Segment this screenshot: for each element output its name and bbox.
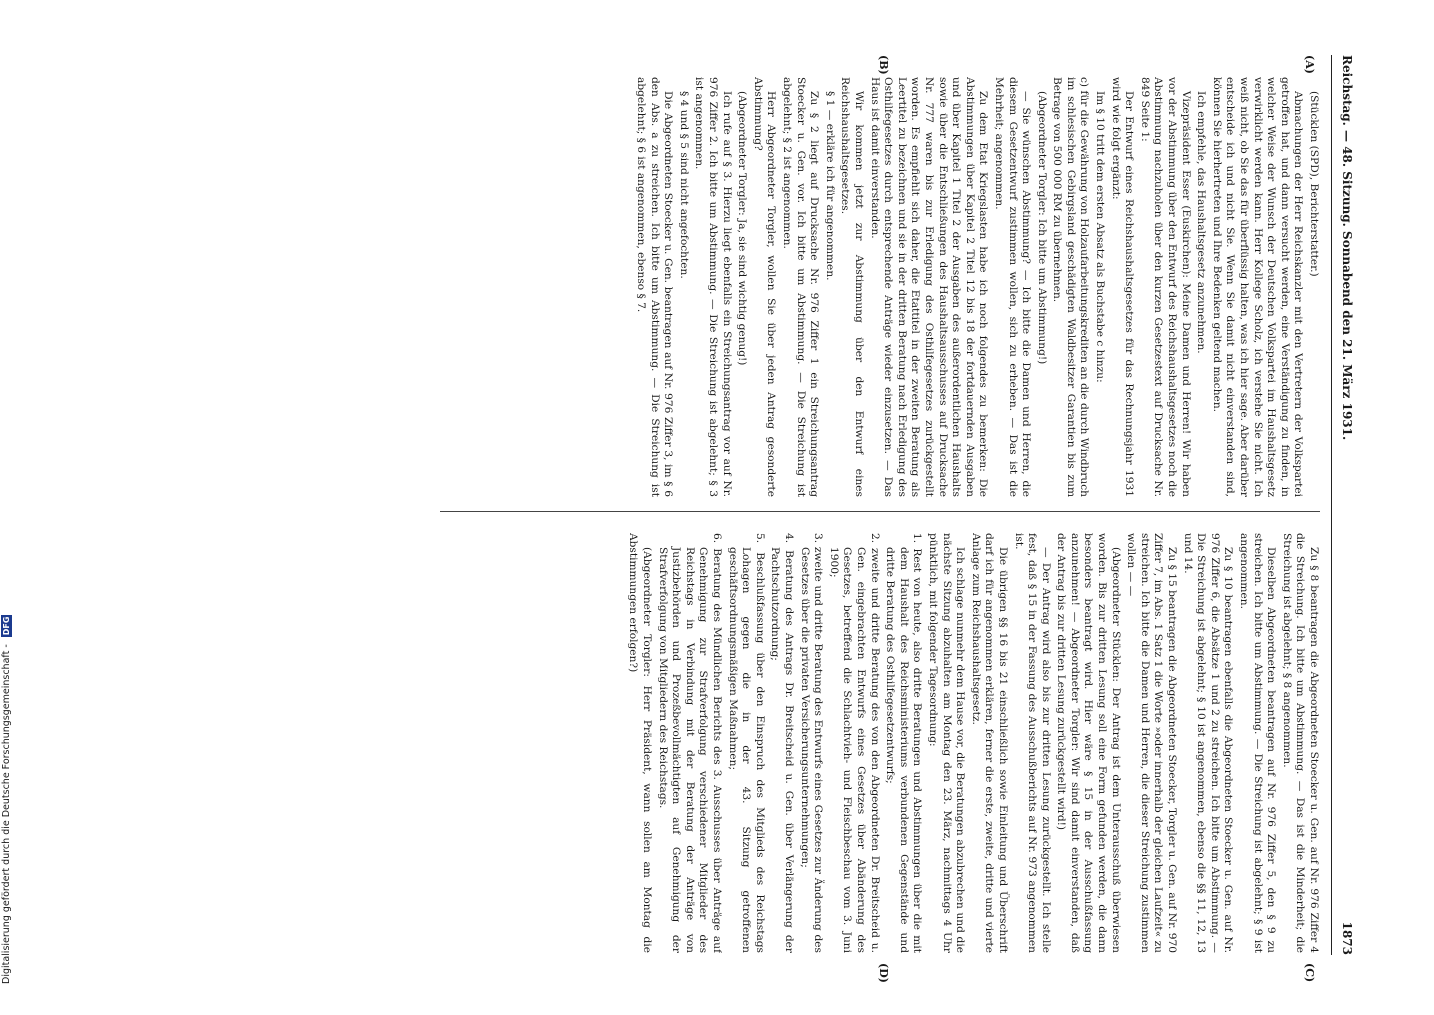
paragraph: Ich schlage nunmehr dem Hause vor, die Beratungen abzubrechen und die nächste Sitzung abzuhalten am Montag den 23. März, nachmittags 4 Uhr pünktlich, mit folgender Tagesordnung: bbox=[926, 533, 967, 953]
paragraph: Zu § 8 beantragen die Abgeordneten Stoecker u. Gen. auf Nr. 976 Ziffer 4 die Streichung. Ich bitte um Abstimmung. — Das ist die Minderheit; die Streichung ist abgelehnt; § 8 angenommen. bbox=[1280, 533, 1320, 953]
paragraph: (Stücklen (SPD), Berichterstatter.) bbox=[1308, 91, 1320, 277]
paragraph: Zu § 10 beantragen ebenfalls die Abgeordneten Stoecker u. Gen. auf Nr. 976 Ziffer 6, die Absätze 1 und 2 zu streichen. Ich bitte um Abstimmung. — Die Streichung ist abgelehnt; § 10 ist angenommen, ebenso die §§ 11, 12, 13 und 14. bbox=[1181, 533, 1235, 953]
paragraph: Ich rufe auf § 3. Hierzu liegt ebenfalls ein Streichungsantrag vor auf Nr. 976 Ziffer 2. Ich bitte um Abstimmung. — Die Streichung ist abgelehnt; § 3 ist angenommen. bbox=[693, 77, 733, 497]
document-sheet bbox=[120, 55, 1360, 1015]
agenda-item: 5. Beschlußfassung über den Einspruch des Mitglieds des Reichstags Lohagen gegen die in der 43. Sitzung getroffenen geschäftsordnungsmäßigen Maßnahmen; bbox=[726, 533, 766, 953]
agenda-item: 2. zweite und dritte Beratung des von den Abgeordneten Dr. Breitscheid u. Gen. eingebrachten Entwurfs eines Gesetzes über Abänderung des Gesetzes, betreffend die Schlachtvieh- und Fleischbeschau vom 3. Juni 1900; bbox=[827, 533, 881, 953]
agenda-item: 1. Rest von heute, also dritte Beratungen und Abstimmungen über die mit dem Haushalt des Reichsministeriums verbundenen Gegenstände und dritte Beratung des Osthilfegesetzentwurfs; bbox=[884, 533, 924, 953]
paragraph: § 1 — erkläre ich für angenommen. bbox=[823, 91, 836, 281]
paragraph: Vizepräsident Esser (Euskirchen): Meine Damen und Herren! Wir haben vor der Abstimmung über den Entwurf des Reichshaushaltsgesetzes noch die Abstimmung nachzuholen über den kurzen Gesetzestext auf Drucksache Nr. 849 Seite 1: bbox=[1138, 77, 1192, 497]
paragraph: Abmachungen der Herr Reichskanzler mit den Vertretern der Volkspartei getroffen hat, und dann versucht werden, eine Verständigung zu finden, in welcher Weise der Wunsch der Deutschen Volkspartei im Haushaltsgesetz verwirklicht werden kann. Herr Kollege Scholz, ich verstehe Sie nicht. Ich weiß nicht, ob Sie das für überflüssig halten, was ich hier sage. Aber darüber entscheide ich und nicht Sie. Wenn Sie damit nicht einverstanden sind, können Sie hierhertreten und Ihre Bedenken geltend machen. bbox=[1210, 77, 1305, 497]
digitization-note bbox=[0, 0, 14, 1000]
digitization-sideline bbox=[0, 0, 14, 1000]
margin-letter-c: (C) bbox=[1303, 963, 1316, 983]
paragraph: Die übrigen §§ 16 bis 21 einschließlich sowie Einleitung und Überschrift darf ich für angenommen erklären, ferner die erste, zweite, dritte und vierte Anlage zum Reichshaushaltsgesetz. bbox=[969, 533, 1009, 953]
paragraph: Wir kommen jetzt zur Abstimmung über den Entwurf eines Reichshaushaltsgesetzes. bbox=[839, 77, 865, 497]
paragraph: — Sie wünschen Abstimmung? — Ich bitte die Damen und Herren, die diesem Gesetzentwurf zustimmen wollen, sich zu erheben. — Das ist die Mehrheit; angenommen. bbox=[992, 77, 1033, 497]
right-column bbox=[420, 533, 1320, 953]
paragraph: (Abgeordneter Torgler: Ich bitte um Abstimmung!) bbox=[1035, 91, 1048, 365]
paragraph: Herr Abgeordneter Torgler, wollen Sie über jeden Antrag gesonderte Abstimmung? bbox=[751, 77, 778, 497]
paragraph: § 4 und § 5 sind nicht angefochten. bbox=[677, 91, 690, 279]
dfg-logo: DFG bbox=[2, 616, 11, 636]
margin-letter-d: (D) bbox=[877, 963, 890, 983]
margin-letter-a: (A) bbox=[1303, 55, 1316, 74]
paragraph: (Abgeordneter Torgler: Herr Präsident, wann sollen am Montag die Abstimmungen erfolgen?) bbox=[627, 533, 654, 953]
paragraph: Der Entwurf eines Reichshaushaltsgesetzes für das Rechnungsjahr 1931 wird wie folgt ergänzt: bbox=[1109, 77, 1136, 497]
paragraph: Ich empfehle, das Haushaltsgesetz anzunehmen. bbox=[1195, 91, 1208, 354]
paragraph: (Abgeordneter Torgler: Ja, sie sind wichtig genug!) bbox=[736, 91, 749, 366]
agenda-item: 3. zweite und dritte Beratung des Entwurfs eines Gesetzes zur Änderung des Gesetzes über die privaten Versicherungsunternehmungen; bbox=[798, 533, 825, 953]
paragraph: Die Abgeordneten Stoecker u. Gen. beantragen auf Nr. 976 Ziffer 3, im § 6 den Abs. a zu streichen. Ich bitte um Abstimmung. — Die Streichung ist abgelehnt; § 6 ist angenommen, ebenso § 7. bbox=[635, 77, 675, 497]
paragraph: Zu dem Etat Kriegslasten habe ich noch folgendes zu bemerken: Die Abstimmungen über Kapitel 2 Titel 12 bis 18 der fortdauernden Ausgaben und über Kapitel 1 Titel 2 der Ausgaben des außerordentlichen Haushalts sowie über die Entschließungen des Haushaltsausschusses auf Drucksache Nr. 777 waren bis zur Erledigung des Osthilfegesetzes zurückgestellt worden. Es empfiehlt sich daher, die Etattitel in der zweiten Beratung als Leertitel zu bezeichnen und sie in der dritten Beratung nach Erledigung des Osthilfegesetzes durch entsprechende Anträge wieder einzusetzen. — Das Haus ist damit einverstanden. bbox=[868, 77, 990, 497]
paragraph: Zu § 15 beantragen die Abgeordneten Stoecker, Torgler u. Gen. auf Nr. 970 Ziffer 7, im Abs. 1 Satz 1 die Worte »oder innerhalb der gleichen Laufzeit« zu streichen. Ich bitte die Damen und Herren, die dieser Streichung zustimmen wollen — — bbox=[1125, 533, 1179, 953]
paragraph: Im § 10 tritt dem ersten Absatz als Buchstabe c hinzu: bbox=[1094, 91, 1107, 383]
paragraph: (Abgeordneter Stücklen: Der Antrag ist dem Unterausschuß überwiesen worden. Bis zur dritten Lesung soll eine Form gefunden werden, die dann besonders beantragt wird. Hier wäre § 15 in der Ausschußfassung anzunehmen! — Abgeordneter Torgler: Wir sind damit einverstanden, daß der Antrag bis zur dritten Lesung zurückgestellt wird!) bbox=[1055, 533, 1122, 953]
paragraph: — Der Antrag wird also bis zur dritten Lesung zurückgestellt. Ich stelle fest, daß § 15 in der Fassung des Ausschußberichts auf Nr. 973 angenommen ist. bbox=[1012, 533, 1052, 953]
margin-letter-b: (B) bbox=[877, 55, 890, 75]
paragraph: Dieselben Abgeordneten beantragen auf Nr. 976 Ziffer 5, den § 9 zu streichen. Ich bitte um Abstimmung. — Die Streichung ist abgelehnt; § 9 ist angenommen. bbox=[1238, 533, 1278, 953]
paragraph: c) für die Gewährung von Holzaufarbeitungskrediten an die durch Windbruch im schlesischen Gebirgsland geschädigten Waldbesitzer Garantien bis zum Betrage von 500 000 RM zu übernehmen. bbox=[1051, 77, 1091, 497]
agenda-item: 4. Beratung des Antrags Dr. Breitscheid u. Gen. über Verlängerung der Pachtschutzordnung; bbox=[769, 533, 796, 953]
digitization-text: Digitalisierung gefördert durch die Deutsche Forschungsgemeinschaft - bbox=[1, 644, 12, 984]
paragraph: Zu § 2 liegt auf Drucksache Nr. 976 Ziffer 1 ein Streichungsantrag Stoecker u. Gen. vor. Ich bitte um Abstimmung. — Die Streichung ist abgelehnt; § 2 ist angenommen. bbox=[781, 77, 821, 497]
column-divider bbox=[440, 511, 1320, 512]
agenda-item: 6. Beratung des Mündlichen Berichts des 3. Ausschusses über Anträge auf Genehmigung zur Strafverfolgung verschiedener Mitglieder des Reichstags in Verbindung mit der Beratung der Anträge von Justizbehörden und Prozeßbevollmächtigten auf Genehmigung der Strafverfolgung von Mitgliedern des Reichstags. bbox=[656, 533, 724, 953]
left-column bbox=[420, 77, 1320, 497]
rotated-page bbox=[120, 55, 1360, 1015]
page-number: 1873 bbox=[1339, 921, 1354, 955]
page-header bbox=[1331, 55, 1360, 955]
header-title: Reichstag. — 48. Sitzung. Sonnabend den 21. März 1931. bbox=[1339, 55, 1354, 441]
